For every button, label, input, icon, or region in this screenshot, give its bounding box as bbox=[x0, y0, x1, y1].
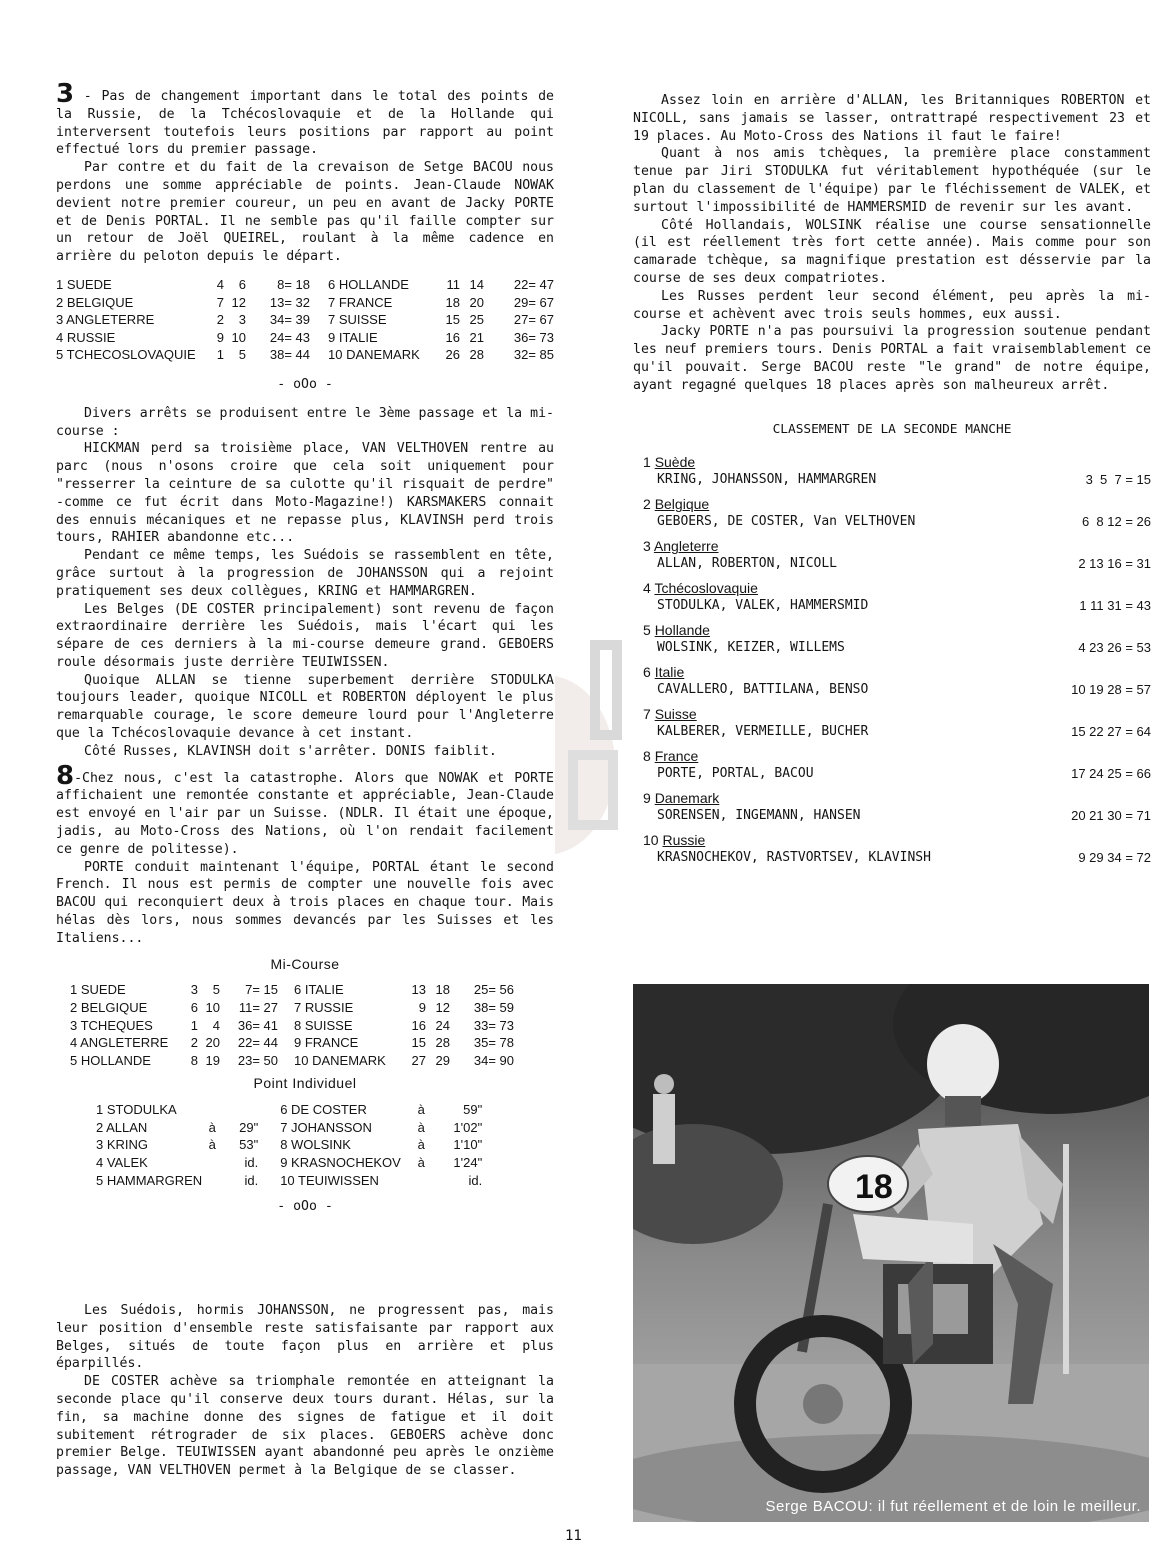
table-cell: 4 RUSSIE bbox=[56, 329, 116, 345]
table-row bbox=[56, 311, 554, 329]
table-cell: 8= 18 bbox=[277, 276, 310, 292]
riders: GEBOERS, DE COSTER, Van VELTHOVEN bbox=[657, 514, 916, 530]
table-cell: 20 bbox=[469, 294, 484, 310]
table-cell bbox=[202, 1154, 222, 1172]
table-cell: à bbox=[208, 1137, 216, 1153]
table-row bbox=[56, 346, 554, 364]
table-cell: 3 bbox=[238, 312, 246, 328]
table-cell: 38= 59 bbox=[473, 1000, 514, 1016]
ranking-country bbox=[643, 538, 1151, 555]
table-cell: 2 BELGIQUE bbox=[56, 294, 134, 310]
table-cell: 3 ANGLETERRE bbox=[56, 312, 155, 328]
table-cell: id. bbox=[468, 1172, 483, 1188]
table-cell: 1'24" bbox=[453, 1154, 483, 1170]
ranking-position: 10 bbox=[643, 832, 663, 849]
table-cell: id. bbox=[244, 1154, 259, 1170]
ranking-riders-row bbox=[643, 681, 1151, 698]
mi-course-table bbox=[70, 981, 514, 1069]
country-name: Tchécoslovaquie bbox=[654, 580, 758, 597]
table-cell: 3 KRING bbox=[96, 1137, 149, 1153]
table-row bbox=[70, 981, 514, 999]
table-row bbox=[70, 1052, 514, 1070]
team-score: 20 21 30 = 71 bbox=[1071, 808, 1151, 824]
team-score: 15 22 27 = 64 bbox=[1071, 724, 1151, 740]
table-cell: 5 bbox=[212, 982, 220, 998]
table-row bbox=[96, 1101, 482, 1119]
team-score: 2 13 16 = 31 bbox=[1078, 556, 1151, 572]
table-cell: 9 bbox=[216, 329, 224, 345]
paragraph: Pendant ce même temps, les Suédois se rassemblent en tête, grâce surtout à la progression de JOHANSSON qui a rejoint pratiquement ses deux collègues, KRING et HAMMARGREN. bbox=[56, 548, 554, 599]
ranking-item bbox=[643, 580, 1151, 614]
team-score: 6 8 12 = 26 bbox=[1081, 514, 1151, 530]
table-cell: 12 bbox=[231, 294, 246, 310]
table-cell: 26 bbox=[445, 347, 460, 363]
ranking-position: 6 bbox=[643, 664, 655, 681]
table-cell: 28 bbox=[435, 1035, 450, 1051]
riders: PORTE, PORTAL, BACOU bbox=[657, 766, 814, 782]
ranking-position: 7 bbox=[643, 706, 655, 723]
table-row bbox=[70, 1017, 514, 1035]
table-row bbox=[56, 294, 554, 312]
ranking-item bbox=[643, 706, 1151, 740]
ranking-item bbox=[643, 748, 1151, 782]
ranking-riders-row bbox=[643, 639, 1151, 656]
ranking-riders-row bbox=[643, 723, 1151, 740]
table-cell: 2 BELGIQUE bbox=[70, 1000, 148, 1016]
table-cell: 24 bbox=[435, 1017, 450, 1033]
table-cell: 3 bbox=[190, 982, 198, 998]
section-number-3: 3 bbox=[56, 79, 75, 109]
ranking-item bbox=[643, 790, 1151, 824]
table-cell: 9 bbox=[418, 1000, 426, 1016]
table-cell: 9 FRANCE bbox=[294, 1035, 359, 1051]
table-cell: 6 bbox=[238, 276, 246, 292]
table-cell: 53" bbox=[239, 1137, 259, 1153]
country-name: Italie bbox=[654, 664, 685, 681]
team-score: 1 11 31 = 43 bbox=[1079, 598, 1151, 614]
ranking-riders-row bbox=[643, 849, 1151, 866]
table-row bbox=[96, 1154, 482, 1172]
standings-table-third-passage bbox=[56, 276, 554, 364]
riders: SORENSEN, INGEMANN, HANSEN bbox=[657, 808, 861, 824]
table-cell: 9 KRASNOCHEKOV bbox=[280, 1154, 401, 1170]
paragraph: Jacky PORTE n'a pas poursuivi la progression soutenue pendant les neuf premiers tours. Denis PORTAL a fait vraisemblablement ce qu'il pouvait. Serge BACOU reste "le grand" de notre équipe, ayant regagné quelques 18 places après son malheureux arrêt. bbox=[633, 324, 1151, 393]
table-cell: 12 bbox=[435, 1000, 450, 1016]
ranking-riders-row bbox=[643, 555, 1151, 572]
riders: KALBERER, VERMEILLE, BUCHER bbox=[657, 724, 869, 740]
riders: ALLAN, ROBERTON, NICOLL bbox=[657, 556, 838, 572]
ranking-riders-row bbox=[643, 513, 1151, 530]
table-cell: 10 DANEMARK bbox=[328, 347, 420, 363]
ranking-position: 8 bbox=[643, 748, 655, 765]
country-name: Belgique bbox=[654, 496, 710, 513]
table-cell: 1 bbox=[216, 347, 224, 363]
ranking-riders-row bbox=[643, 807, 1151, 824]
table-cell: 1 bbox=[190, 1017, 198, 1033]
table-cell: 9 ITALIE bbox=[328, 329, 378, 345]
table-cell: 11= 27 bbox=[238, 1000, 278, 1016]
country-name: Hollande bbox=[654, 622, 710, 639]
table-cell: 10 TEUIWISSEN bbox=[280, 1172, 379, 1188]
table-row bbox=[56, 329, 554, 347]
table-cell: 22= 47 bbox=[513, 276, 554, 292]
table-cell: 7 SUISSE bbox=[328, 312, 387, 328]
paragraph: Les Suédois, hormis JOHANSSON, ne progressent pas, mais leur position d'ensemble reste satisfaisante par rapport aux Belges, situés de toute façon plus en arrière et plus éparpillés. bbox=[56, 1302, 554, 1372]
table-cell: 7 RUSSIE bbox=[294, 1000, 354, 1016]
table-row bbox=[70, 1034, 514, 1052]
ranking-country bbox=[643, 706, 1151, 723]
ranking-item bbox=[643, 664, 1151, 698]
table-cell: à bbox=[417, 1102, 425, 1118]
table-cell: 1'02" bbox=[453, 1119, 483, 1135]
riders: KRING, JOHANSSON, HAMMARGREN bbox=[657, 472, 877, 488]
photo-motocross-rider bbox=[633, 984, 1149, 1522]
table-cell: 7 FRANCE bbox=[328, 294, 393, 310]
table-row bbox=[96, 1119, 482, 1137]
table-cell: 7 JOHANSSON bbox=[280, 1119, 372, 1135]
table-cell: 15 bbox=[445, 312, 460, 328]
photo-illustration bbox=[633, 984, 1149, 1522]
paragraph: Côté Hollandais, WOLSINK réalise une course sensationnelle (il est réellement très fort cette année). Mais comme pour son camarade tchèque, sa magnifique prestation est désservie par la course de ses deux compatriotes. bbox=[633, 217, 1151, 286]
paragraph: Par contre et du fait de la crevaison de Setge BACOU nous perdons une somme appréciable de points. Jean-Claude NOWAK devient notre premier coureur, un peu en avant de Jacky PORTE et de Denis PORTAL. Il ne semble pas qu'il faille compter sur un retour de Joël QUEIREL, roulant à la même cadence en arrière du peloton depuis le départ. bbox=[56, 160, 554, 265]
ranking-item bbox=[643, 538, 1151, 572]
table-cell: id. bbox=[244, 1172, 259, 1188]
table-cell: 29= 67 bbox=[513, 294, 554, 310]
table-cell: 32= 85 bbox=[513, 347, 554, 363]
ranking-position: 2 bbox=[643, 496, 655, 513]
table-cell: 25 bbox=[469, 312, 484, 328]
table-cell: 27 bbox=[411, 1052, 426, 1068]
table-cell: 59" bbox=[463, 1102, 483, 1118]
table-cell: 5 bbox=[238, 347, 246, 363]
riders: WOLSINK, KEIZER, WILLEMS bbox=[657, 640, 845, 656]
paragraph: Les Russes perdent leur second élément, peu après la mi-course et achèvent avec trois seuls hommes, eux aussi. bbox=[633, 288, 1151, 322]
riders: STODULKA, VALEK, HAMMERSMID bbox=[657, 598, 869, 614]
paragraph-3 bbox=[56, 79, 554, 159]
table-cell: 19 bbox=[205, 1052, 220, 1068]
paragraph: DE COSTER achève sa triomphale remontée en atteignant la seconde place qu'il conserve deux tours durant. Hélas, sur la fin, sa machine donne des signes de fatigue et il doit subitement rétrograder de six places. GEBOERS achève donc premier Belge. TEUIWISSEN ayant abandonné peu après le onzième passage, VAN VELTHOVEN permet à la Belgique de se classer. bbox=[56, 1374, 554, 1479]
paragraph: Divers arrêts se produisent entre le 3ème passage et la mi-course : bbox=[56, 405, 554, 439]
table-cell: 38= 44 bbox=[269, 347, 310, 363]
ranking-riders-row bbox=[643, 765, 1151, 782]
table-cell: à bbox=[417, 1137, 425, 1153]
ranking-title: CLASSEMENT DE LA SECONDE MANCHE bbox=[772, 421, 1012, 437]
ranking-riders-row bbox=[643, 597, 1151, 614]
ranking-country bbox=[643, 580, 1151, 597]
paragraph: Côté Russes, KLAVINSH doit s'arrêter. DONIS faiblit. bbox=[84, 743, 497, 759]
table-cell: 16 bbox=[411, 1017, 426, 1033]
table-cell: 21 bbox=[469, 329, 484, 345]
separator: - oOo - bbox=[277, 376, 333, 392]
riders: KRASNOCHEKOV, RASTVORTSEV, KLAVINSH bbox=[657, 850, 931, 866]
table-cell: 16 bbox=[445, 329, 460, 345]
ranking-item bbox=[643, 496, 1151, 530]
country-name: Danemark bbox=[654, 790, 720, 807]
table-cell: 1 SUEDE bbox=[56, 276, 112, 292]
paragraph-8 bbox=[56, 760, 554, 859]
ranking-position: 9 bbox=[643, 790, 655, 807]
table-cell: 2 bbox=[190, 1035, 198, 1051]
section-number-8: 8 bbox=[56, 760, 75, 791]
point-individuel-title: Point Individuel bbox=[253, 1075, 357, 1092]
table-cell: 20 bbox=[205, 1035, 220, 1051]
table-cell: 36= 41 bbox=[237, 1017, 278, 1033]
team-score: 3 5 7 = 15 bbox=[1085, 472, 1151, 488]
team-score: 4 23 26 = 53 bbox=[1078, 640, 1151, 656]
table-cell: 10 bbox=[205, 1000, 220, 1016]
table-cell: 34= 39 bbox=[269, 312, 310, 328]
table-cell: à bbox=[208, 1119, 216, 1135]
table-cell: 4 bbox=[216, 276, 224, 292]
table-cell: 34= 90 bbox=[473, 1052, 514, 1068]
ranking-position: 4 bbox=[643, 580, 655, 597]
ranking-country bbox=[643, 790, 1151, 807]
table-cell: 28 bbox=[469, 347, 484, 363]
left-column bbox=[56, 79, 554, 1480]
team-score: 10 19 28 = 57 bbox=[1071, 682, 1151, 698]
table-cell: 8 SUISSE bbox=[294, 1017, 353, 1033]
point-individuel-table bbox=[96, 1101, 482, 1189]
table-cell bbox=[410, 1172, 432, 1190]
table-cell: 29" bbox=[239, 1119, 259, 1135]
table-cell: 23= 50 bbox=[237, 1052, 278, 1068]
table-cell: 8 bbox=[190, 1052, 198, 1068]
table-cell: 27= 67 bbox=[513, 312, 554, 328]
table-cell bbox=[202, 1172, 222, 1190]
table-cell: 7= 15 bbox=[245, 982, 278, 998]
table-row bbox=[56, 276, 554, 294]
mi-course-title: Mi-Course bbox=[270, 955, 340, 972]
table-cell: à bbox=[417, 1119, 425, 1135]
table-cell bbox=[222, 1101, 258, 1119]
paragraph: Les Belges (DE COSTER principalement) sont revenu de façon extraordinaire derrière les Suédois, mais l'écart qui les sépare de ces derniers à la mi-course demeure grand. GEBOERS roule désormais juste derrière TEUIWISSEN. bbox=[56, 601, 554, 670]
table-cell: 6 bbox=[190, 1000, 198, 1016]
paragraph: Quant à nos amis tchèques, la première place constamment tenue par Jiri STODULKA fut véritablement hypothéquée (sur le plan du classement de l'équipe) par le fléchissement de VALEK, et surtout l'impossibilité de HAMMERSMID de revenir sur les avant. bbox=[633, 146, 1151, 215]
paragraph: PORTE conduit maintenant l'équipe, PORTAL étant le second French. Il nous est permis de compter une nouvelle fois avec BACOU qui reconquiert deux à trois places en chaque tour. Mais hélas dès lors, nous sommes devancés par les Suisses et les Italiens... bbox=[56, 859, 554, 946]
table-cell: 22= 44 bbox=[237, 1035, 278, 1051]
watermark-logo bbox=[555, 635, 630, 885]
table-cell: 6 ITALIE bbox=[294, 982, 344, 998]
table-cell: 13= 32 bbox=[269, 294, 310, 310]
ranking-riders-row bbox=[643, 471, 1151, 488]
ranking-position: 1 bbox=[643, 454, 655, 471]
table-cell: 11 bbox=[446, 276, 460, 292]
table-cell: 5 HOLLANDE bbox=[70, 1052, 151, 1068]
table-cell: à bbox=[417, 1154, 425, 1170]
ranking-country bbox=[643, 748, 1151, 765]
table-row bbox=[96, 1172, 482, 1190]
table-cell: 3 TCHEQUES bbox=[70, 1017, 153, 1033]
ranking-country bbox=[643, 832, 1151, 849]
paragraph-3-text: - Pas de changement important dans le total des points de la Russie, de la Tchécoslovaquie et de la Hollande qui interversent toutefois leurs positions par rapport au point effectué lors du premier passage. bbox=[56, 89, 554, 158]
table-cell: 15 bbox=[411, 1035, 426, 1051]
ranking-country bbox=[643, 664, 1151, 681]
ranking-country bbox=[643, 622, 1151, 639]
table-cell: 1 STODULKA bbox=[96, 1102, 177, 1118]
ranking-list bbox=[633, 454, 1151, 866]
table-cell: 6 DE COSTER bbox=[280, 1102, 367, 1118]
ranking-country bbox=[643, 496, 1151, 513]
country-name: Russie bbox=[662, 832, 706, 849]
table-cell: 29 bbox=[435, 1052, 450, 1068]
table-cell: 4 bbox=[212, 1017, 220, 1033]
separator: - oOo - bbox=[277, 1199, 333, 1215]
paragraph: HICKMAN perd sa troisième place, VAN VELTHOVEN rentre au parc (nous n'osons croire que cela soit uniquement pour "resserrer la ceinture de sa culotte qu'il risquait de perdre" -comme ce fut écrit dans Moto-Magazine!) KARSMAKERS connait des ennuis mécaniques et ne repasse plus, KLAVINSH perd trois tours, RAHIER abandonne etc... bbox=[56, 441, 554, 546]
country-name: Suède bbox=[654, 454, 696, 471]
page-number: 11 bbox=[565, 1528, 582, 1544]
table-cell: 1 SUEDE bbox=[70, 982, 126, 998]
table-cell: 2 ALLAN bbox=[96, 1119, 148, 1135]
table-cell: 4 ANGLETERRE bbox=[70, 1035, 169, 1051]
table-cell: 5 TCHECOSLOVAQUIE bbox=[56, 347, 196, 363]
paragraph: Quoique ALLAN se tienne superbement derrière STODULKA toujours leader, quoique NICOLL et ROBERTON déployent le plus remarquable courage, le score demeure lourd pour l'Angleterre que la Tchécoslovaquie devance à cet instant. bbox=[56, 672, 554, 742]
table-cell: 35= 78 bbox=[473, 1035, 514, 1051]
table-cell: 24= 43 bbox=[269, 329, 310, 345]
table-cell: 25= 56 bbox=[473, 982, 514, 998]
table-cell: 5 HAMMARGREN bbox=[96, 1172, 203, 1188]
table-cell: 4 VALEK bbox=[96, 1154, 148, 1170]
table-cell: 33= 73 bbox=[473, 1017, 514, 1033]
table-cell: 13 bbox=[411, 982, 426, 998]
ranking-position: 5 bbox=[643, 622, 655, 639]
table-cell: 18 bbox=[445, 294, 460, 310]
table-cell: 6 HOLLANDE bbox=[328, 276, 409, 292]
table-cell: 10 DANEMARK bbox=[294, 1052, 386, 1068]
ranking-country bbox=[643, 454, 1151, 471]
table-row bbox=[96, 1136, 482, 1154]
team-score: 9 29 34 = 72 bbox=[1078, 850, 1151, 866]
table-cell: 7 bbox=[216, 294, 224, 310]
table-cell: 36= 73 bbox=[513, 329, 554, 345]
country-name: France bbox=[654, 748, 699, 765]
ranking-position: 3 bbox=[643, 538, 654, 555]
table-row bbox=[70, 999, 514, 1017]
paragraph-8-text: -Chez nous, c'est la catastrophe. Alors que NOWAK et PORTE affichaient une remontée constante et appréciable, Jean-Claude est envoyé en l'air par un Suisse. (NDLR. Il était une époque, jadis, au Moto-Cross des Nations, où l'on rendait facilement ce genre de politesse). bbox=[56, 770, 554, 857]
country-name: Suisse bbox=[654, 706, 697, 723]
ranking-item bbox=[643, 454, 1151, 488]
number-plate-text: 18 bbox=[855, 1168, 893, 1206]
table-cell: 14 bbox=[469, 276, 484, 292]
table-cell: 10 bbox=[231, 329, 246, 345]
table-cell: 8 WOLSINK bbox=[280, 1137, 351, 1153]
country-name: Angleterre bbox=[653, 538, 719, 555]
team-score: 17 24 25 = 66 bbox=[1071, 766, 1151, 782]
right-column bbox=[633, 92, 1151, 874]
paragraph: Assez loin en arrière d'ALLAN, les Britanniques ROBERTON et NICOLL, sans jamais se lasser, ontrattrapé respectivement 23 et 19 places. Au Moto-Cross des Nations il faut le faire! bbox=[633, 93, 1151, 144]
photo-caption: Serge BACOU: il fut réellement et de loin le meilleur. bbox=[765, 1498, 1141, 1516]
table-cell: 2 bbox=[216, 312, 224, 328]
table-cell bbox=[202, 1101, 222, 1119]
table-cell: 18 bbox=[435, 982, 450, 998]
table-cell: 1'10" bbox=[453, 1137, 483, 1153]
ranking-item bbox=[643, 832, 1151, 866]
ranking-item bbox=[643, 622, 1151, 656]
riders: CAVALLERO, BATTILANA, BENSO bbox=[657, 682, 869, 698]
